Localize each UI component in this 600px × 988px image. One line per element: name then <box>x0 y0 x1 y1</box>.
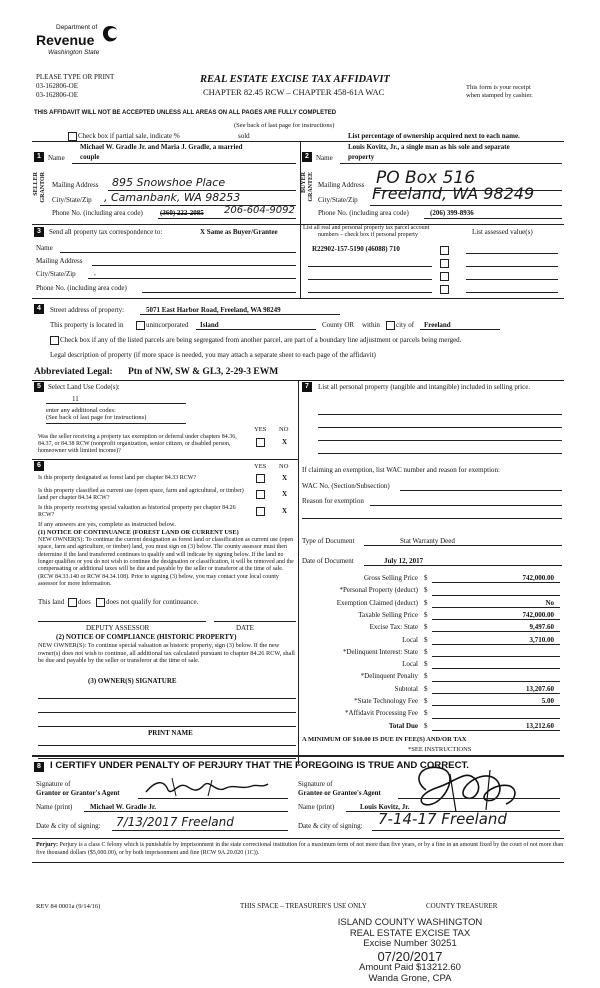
s5-yes-checkbox[interactable] <box>256 438 265 447</box>
treasurer-stamp <box>310 918 510 984</box>
fee-underline <box>432 656 560 657</box>
current-use-question: Is this property classified as current use (open space, farm and agricultural, or timber) land per chapter 84.34 RCW? <box>38 488 244 501</box>
receipt-note-2: when stamped by cashier. <box>466 92 533 99</box>
partial-sale-checkbox[interactable] <box>68 132 77 141</box>
buyer-phone-label: Phone No. (including area code) <box>318 209 409 217</box>
does-not-checkbox[interactable] <box>96 598 105 607</box>
grantee-name-print-label: Name (print) <box>298 803 335 811</box>
section-6-badge: 6 <box>34 461 44 471</box>
certify-statement: I CERTIFY UNDER PENALTY OF PERJURY THAT THE FOREGOING IS TRUE AND CORRECT. <box>50 760 469 771</box>
within-label: within <box>362 321 380 329</box>
does-label: does <box>78 598 91 606</box>
fee-label: *Delinquent Penalty <box>360 672 418 681</box>
fee-row <box>300 609 564 621</box>
form-subtitle: CHAPTER 82.45 RCW – CHAPTER 458-61A WAC <box>203 87 385 97</box>
city-of-value[interactable]: Freeland <box>424 321 451 329</box>
fee-underline <box>432 582 560 583</box>
fee-currency: $ <box>424 610 428 619</box>
print-name-label: PRINT NAME <box>148 729 193 737</box>
grantor-sig-label-2: Grantor or Grantor's Agent <box>36 789 120 797</box>
fee-value[interactable]: 5.00 <box>541 697 554 705</box>
seller-phone-label: Phone No. (including area code) <box>52 209 143 217</box>
fee-label: Taxable Selling Price <box>358 610 418 619</box>
grantor-side-text: GRANTOR <box>40 172 46 203</box>
buyer-side-text: BUYER <box>301 172 307 194</box>
additional-codes-label: enter any additional codes: <box>46 407 116 414</box>
corr-city-value[interactable]: , <box>94 269 96 277</box>
parcel-personal-checkbox-1[interactable] <box>440 246 449 255</box>
historic-no-answer[interactable]: X <box>282 507 288 515</box>
grantee-sig-label-1: Signature of <box>298 780 333 788</box>
fee-label: Exemption Claimed (deduct) <box>336 598 418 607</box>
fee-currency: $ <box>424 574 428 582</box>
fee-label: Local <box>402 660 418 669</box>
section-4-badge: 4 <box>34 304 44 314</box>
buyer-city-label: City/State/Zip <box>318 196 358 204</box>
grantor-sig-label-1: Signature of <box>36 780 71 788</box>
grantee-date-city-label: Date & city of signing: <box>298 822 363 830</box>
doc-type-label: Type of Document <box>302 537 355 545</box>
fee-value[interactable]: 13,207.60 <box>526 684 554 693</box>
deputy-assessor-label: DEPUTY ASSESSOR <box>86 624 150 632</box>
does-not-label: does not qualify for continuance. <box>106 598 199 606</box>
stamp-line-1: ISLAND COUNTY WASHINGTON <box>337 917 483 928</box>
fee-underline <box>432 619 560 620</box>
fee-underline <box>432 730 560 731</box>
section-3-badge: 3 <box>34 227 44 237</box>
fee-underline <box>432 631 560 632</box>
personal-property-label: List all personal property (tangible and intangible) included in selling price. <box>318 383 531 391</box>
grantor-name-print[interactable]: Michael W. Gradle Jr. <box>90 803 157 811</box>
does-checkbox[interactable] <box>68 598 77 607</box>
s5-yes-header: YES <box>254 426 267 433</box>
doc-date-label: Date of Document <box>302 557 354 565</box>
acceptance-warning: THIS AFFIDAVIT WILL NOT BE ACCEPTED UNLESS ALL AREAS ON ALL PAGES ARE FULLY COMPLETED <box>34 110 337 116</box>
stamp-line-2: REAL ESTATE EXCISE TAX <box>349 927 471 939</box>
seller-phone-struck: (360) 222-2085 <box>160 209 204 217</box>
parcel-personal-checkbox-4[interactable] <box>440 285 449 294</box>
ownership-note: List percentage of ownership acquired next to each name. <box>348 132 520 140</box>
wac-no-label: WAC No. (Section/Subsection) <box>302 482 390 490</box>
same-as-buyer[interactable]: X Same as Buyer/Grantee <box>200 228 278 236</box>
abbrev-legal-label: Abbreviated Legal: <box>34 367 113 377</box>
buyer-name-value-1[interactable]: Louis Kovitz, Jr., a single man as his sole and separate <box>348 143 510 151</box>
minimum-note: A MINIMUM OF $10.00 IS DUE IN FEE(S) AND/OR TAX <box>302 736 467 743</box>
parcel-personal-checkbox-3[interactable] <box>440 272 449 281</box>
seller-city-label: City/State/Zip <box>52 196 92 204</box>
barcode-code-2: 03-162806-OE <box>36 91 78 99</box>
grantor-date-city-label: Date & city of signing: <box>36 822 101 830</box>
grantor-signature-icon[interactable] <box>142 776 272 798</box>
treasurer-use-label: THIS SPACE – TREASURER'S USE ONLY <box>240 902 367 910</box>
fee-row <box>300 634 564 646</box>
fee-underline <box>432 595 560 596</box>
land-use-label: Select Land Use Code(s): <box>48 383 120 391</box>
corr-name-label: Name <box>36 244 53 252</box>
exemption-question: Was the seller receiving a property tax exemption or deferral under chapters 84.36, 84.37, or 84.38 RCW (nonprofit organization, senior citizen, or disabled person, homeowner with limited income)? <box>38 434 237 454</box>
form-title: REAL ESTATE EXCISE TAX AFFIDAVIT <box>200 74 390 85</box>
seller-name-value-2[interactable]: couple <box>80 153 100 161</box>
s5-no-answer[interactable]: X <box>282 438 288 446</box>
fee-underline <box>432 693 560 694</box>
buyer-name-label: Name <box>316 154 333 162</box>
fee-currency: $ <box>424 586 428 595</box>
perjury-text: Perjury is a class C felony which is punishable by imprisonment in the state correctional institution for a maximum term of not more than five years, or by a fine in an amount fixed by the court of not more than five thousand dollars ($5,000.00), or by both imprisonment and fine (RCW 9A.20.020 (1C)). <box>36 842 564 856</box>
notice-2-body: NEW OWNER(S): To continue special valuation as historic property, sign (3) below. If the new owner(s) does not wish to continue, all additional tax calculated pursuant to chapter 84.26 RCW, shall be due and payable by the seller or transferor at the time of sale. <box>38 642 295 665</box>
fee-row <box>300 695 564 707</box>
current-use-yes-checkbox[interactable] <box>256 490 265 499</box>
fee-row <box>300 683 564 695</box>
fee-currency: $ <box>424 660 428 669</box>
doc-date-value[interactable]: July 12, 2017 <box>384 557 424 565</box>
forest-yes-checkbox[interactable] <box>256 474 265 483</box>
barcode-code-1: 03-162806-OE <box>36 82 78 90</box>
notice-1-title: (1) NOTICE OF CONTINUANCE (FOREST LAND OR CURRENT USE) <box>38 529 239 536</box>
fee-label: Local <box>402 635 418 644</box>
fee-currency: $ <box>424 623 428 632</box>
logo-dept-line1: Department of <box>56 24 98 31</box>
fee-row <box>300 572 564 584</box>
seller-name-value-1[interactable]: Michael W. Gradle Jr. and Maria J. Gradle, a married <box>80 143 243 151</box>
fee-row <box>300 707 564 719</box>
dor-logo <box>34 22 124 64</box>
this-land-label: This land <box>38 598 65 606</box>
fee-row <box>300 584 564 596</box>
corr-mailing-label: Mailing Address <box>36 257 83 265</box>
fee-label: *State Technology Fee <box>354 697 418 705</box>
fee-value[interactable]: 13,212.60 <box>526 721 554 730</box>
parcel-number[interactable]: R22902-157-5190 (46088) 710 <box>312 245 400 253</box>
current-use-no-answer[interactable]: X <box>282 490 288 498</box>
section-8-badge: 8 <box>34 762 44 772</box>
fee-row <box>300 658 564 670</box>
seller-mailing-value[interactable]: 895 Snowshoe Place <box>112 176 226 189</box>
exemption-reason-label: Reason for exemption <box>302 497 364 505</box>
fee-label: Subtotal <box>394 684 418 693</box>
city-of-label: city of <box>396 321 415 329</box>
section-7-badge: 7 <box>302 382 312 392</box>
parcel-personal-checkbox-2[interactable] <box>440 259 449 268</box>
seller-phone-value[interactable]: 206-604-9092 <box>224 205 295 216</box>
fee-label: *Personal Property (deduct) <box>339 586 418 595</box>
fee-underline <box>432 705 560 706</box>
if-yes-instructions: If any answers are yes, complete as instructed below. <box>38 521 176 528</box>
logo-dept-line3: Washington State <box>48 49 100 56</box>
stamp-line-6: Wanda Grone, CPA <box>368 972 452 984</box>
forest-land-question: Is this property designated as forest land per chapter 84.33 RCW? <box>38 475 197 481</box>
buyer-mailing-value[interactable]: PO Box 516 <box>376 168 476 188</box>
dor-swirl-icon <box>100 24 120 46</box>
partial-sale-sold: sold <box>238 132 250 140</box>
fee-currency: $ <box>424 709 428 718</box>
grantor-side-label <box>40 172 50 203</box>
grantor-date-city[interactable]: 7/13/2017 Freeland <box>116 815 234 829</box>
fee-currency: $ <box>424 672 428 681</box>
section-2-badge: 2 <box>302 152 312 162</box>
partial-sale-label: Check box if partial sale, indicate % <box>78 132 180 140</box>
county-or-label <box>322 321 354 329</box>
exemption-claim-label: If claiming an exemption, list WAC number and reason for exemption: <box>302 466 500 474</box>
unincorporated-label: unincorporated <box>146 321 189 329</box>
land-use-value[interactable]: 11 <box>72 395 79 403</box>
buyer-city-value[interactable]: Freeland, WA 98249 <box>372 184 535 203</box>
corr-phone-label: Phone No. (including area code) <box>36 284 127 292</box>
segregated-label: Check box if any of the listed parcels are being segregated from another parcel, are part of a boundary line adjustment or parcels being merged. <box>60 336 462 344</box>
fee-table <box>300 572 564 740</box>
forest-no-answer[interactable]: X <box>282 474 288 482</box>
fee-underline <box>432 607 560 608</box>
fee-currency: $ <box>424 697 428 705</box>
see-instructions-note: *SEE INSTRUCTIONS <box>408 746 472 753</box>
stamp-line-5: Amount Paid $13212.60 <box>359 961 461 973</box>
stamp-line-3: Excise Number 30251 <box>363 938 457 950</box>
fee-value[interactable]: No <box>545 598 554 607</box>
grantee-side-label <box>308 172 318 202</box>
stamp-line-4: 07/20/2017 <box>377 948 443 964</box>
fee-label: *Affidavit Processing Fee <box>345 709 418 718</box>
fee-currency: $ <box>424 684 428 693</box>
assessor-date-label: DATE <box>236 624 254 632</box>
grantee-date-city[interactable]: 7-14-17 Freeland <box>378 810 507 828</box>
buyer-phone-value[interactable]: (206) 399-8936 <box>430 209 474 217</box>
grantee-name-print[interactable]: Louis Kovitz, Jr. <box>360 803 410 811</box>
perjury-notice <box>36 842 564 857</box>
form-number: REV 84 0001a (9/14/16) <box>36 903 101 910</box>
fee-label: Excise Tax: State <box>369 623 418 632</box>
segregated-checkbox[interactable] <box>50 336 59 345</box>
county-value[interactable]: Island <box>200 321 219 329</box>
s5-no-header: NO <box>279 426 289 433</box>
parcel-heading-1: List all real and personal property tax parcel account <box>303 225 430 231</box>
s6-no-header: NO <box>279 463 289 470</box>
fee-currency: $ <box>424 721 428 730</box>
fee-value[interactable]: 3,710.00 <box>529 635 554 644</box>
fee-label: Total Due <box>388 721 418 730</box>
seller-city-value[interactable]: , Camanbank, WA 98253 <box>104 191 241 204</box>
land-use-see-back: (See back of last page for instructions) <box>46 414 147 421</box>
owner-signature-label: (3) OWNER(S) SIGNATURE <box>88 677 177 685</box>
fee-row <box>300 621 564 633</box>
grantee-side-text: GRANTEE <box>308 172 314 202</box>
fee-underline <box>432 668 560 669</box>
fee-row <box>300 597 564 609</box>
print-note: PLEASE TYPE OR PRINT <box>36 73 115 81</box>
abbrev-legal-value[interactable]: Ptn of NW, SW & GL3, 2-29-3 EWM <box>128 367 279 377</box>
parcel-heading-2: numbers – check box if personal property <box>318 232 418 238</box>
fee-currency: $ <box>424 635 428 644</box>
fee-label: Gross Selling Price <box>363 574 418 582</box>
grantee-sig-label-2: Grantee or Grantee's Agent <box>298 789 381 797</box>
fee-row <box>300 670 564 682</box>
grantor-name-print-label: Name (print) <box>36 803 73 811</box>
county-or-text: County OR <box>322 321 355 329</box>
s6-yes-header: YES <box>254 463 267 470</box>
logo-dept-line2: Revenue <box>36 32 95 48</box>
fee-currency: $ <box>424 598 428 607</box>
street-value[interactable]: 5071 East Harbor Road, Freeland, WA 98249 <box>146 306 281 314</box>
correspondence-heading: Send all property tax correspondence to: <box>49 228 163 236</box>
unincorporated-checkbox[interactable] <box>136 321 145 330</box>
fee-value[interactable]: 742,000.00 <box>522 610 554 619</box>
historic-question: Is this property receiving special valuation as historical property per chapter 84.26 RCW? <box>38 505 236 518</box>
fee-currency: $ <box>424 647 428 656</box>
fee-label: *Delinquent Interest: State <box>342 647 418 656</box>
fee-value[interactable]: 9,497.60 <box>529 623 554 632</box>
fee-underline <box>432 644 560 645</box>
seller-side-text-a: SELLER <box>33 172 39 196</box>
fee-underline <box>432 718 560 719</box>
notice-2-title: (2) NOTICE OF COMPLIANCE (HISTORIC PROPERTY) <box>56 633 237 641</box>
section-1-badge: 1 <box>34 152 44 162</box>
city-of-checkbox[interactable] <box>386 321 395 330</box>
fee-row <box>300 720 564 732</box>
county-treasurer-label: COUNTY TREASURER <box>426 902 498 910</box>
assessed-heading: List assessed value(s) <box>472 228 533 236</box>
perjury-label: Perjury: <box>36 842 58 848</box>
located-label: This property is located in <box>50 321 124 329</box>
fee-underline <box>432 681 560 682</box>
doc-type-value[interactable]: Stat Warranty Deed <box>400 537 455 545</box>
historic-yes-checkbox[interactable] <box>256 507 265 516</box>
fee-value[interactable]: 742,000.00 <box>522 574 554 582</box>
corr-city-label: City/State/Zip <box>36 270 76 278</box>
legal-desc-label: Legal description of property (if more space is needed, you may attach a separate sheet to each page of the affidavit) <box>50 351 376 359</box>
see-back-instructions: (See back of last page for instructions) <box>234 122 335 129</box>
receipt-note-1: This form is your receipt <box>466 84 531 91</box>
notice-1-body: NEW OWNER(S): To continue the current designation as forest land or classification as current use (open space, farm and agriculture, or timber) land, you must sign on (3) below. The county assessor must then determine if the land transferred continues to qualify and will indicate by signing below. If the land no longer qualifies or you do not wish to continue the designation or classification, it will be removed and the compensating or additional taxes will be due and payable by the seller or transferor at the time of sale. (RCW 84.33.140 or RCW 84.34.108). Prior to signing (3) below, you may contact your local county assessor for more information. <box>38 537 294 587</box>
buyer-mailing-label: Mailing Address <box>318 181 365 189</box>
seller-name-label: Name <box>48 154 65 162</box>
seller-mailing-label: Mailing Address <box>52 181 99 189</box>
street-label: Street address of property: <box>50 306 125 314</box>
buyer-name-value-2[interactable]: property <box>348 153 375 161</box>
section-5-badge: 5 <box>34 382 44 392</box>
fee-row <box>300 646 564 658</box>
